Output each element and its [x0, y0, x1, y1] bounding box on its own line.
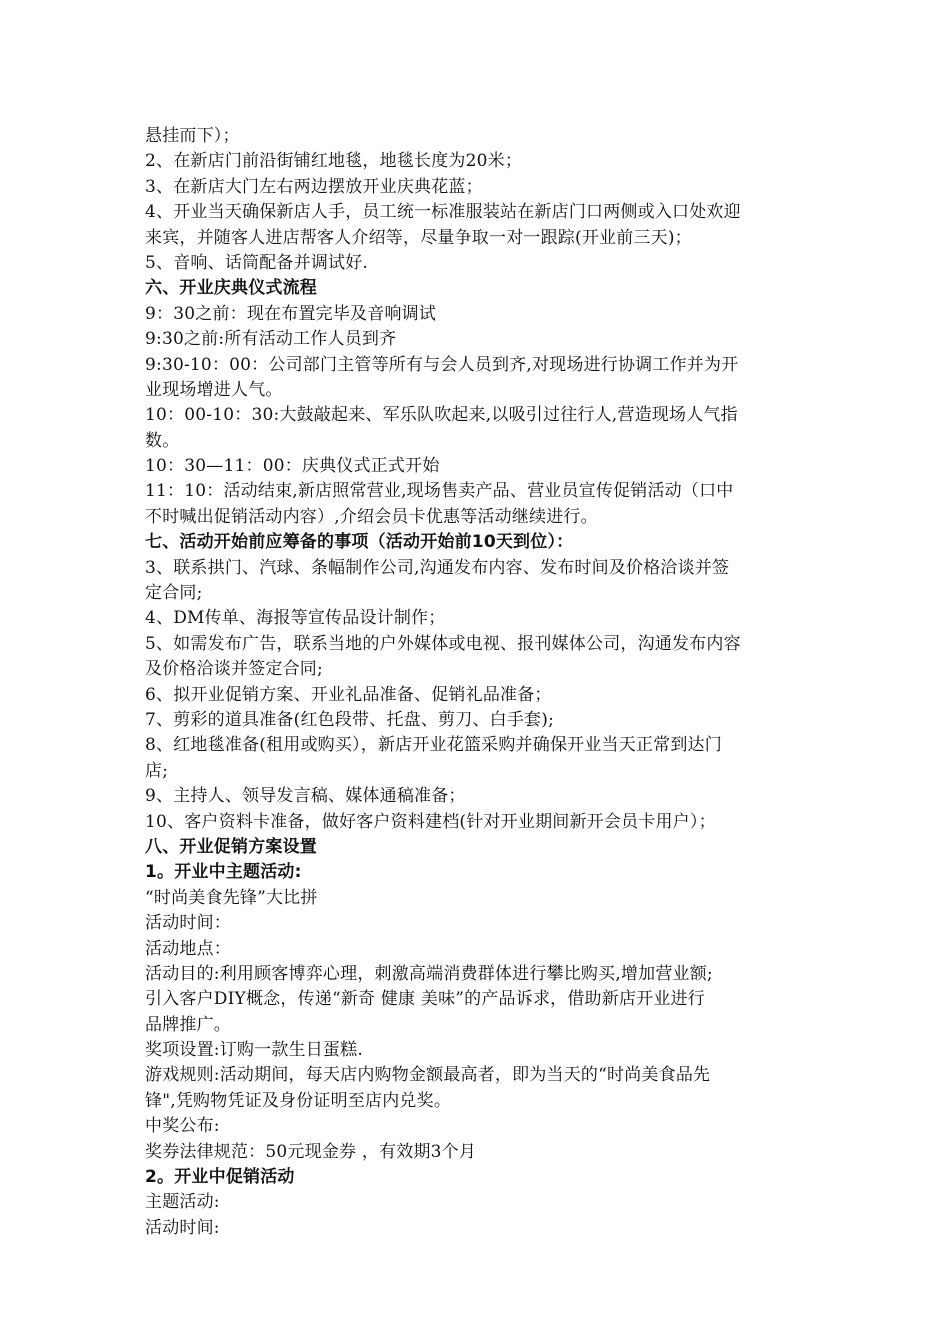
- text-line: 4、开业当天确保新店人手，员工统一标准服装站在新店门口两侧或入口处欢迎: [145, 202, 741, 223]
- text-line: 3、联系拱门、汽球、条幅制作公司,沟通发布内容、发布时间及价格洽谈并签: [145, 557, 730, 578]
- text-line: 活动地点：: [145, 938, 231, 959]
- text-line: 定合同;: [145, 583, 203, 604]
- text-line: 7、剪彩的道具准备(红色段带、托盘、剪刀、白手套);: [145, 709, 555, 730]
- section-heading: 2。开业中促销活动: [145, 1167, 295, 1188]
- text-line: 活动目的:利用顾客博弈心理，刺激高端消费群体进行攀比购买,增加营业额;: [145, 963, 713, 984]
- text-line: 奖项设置:订购一款生日蛋糕.: [145, 1040, 363, 1061]
- text-line: 锋",凭购物凭证及身份证明至店内兑奖。: [145, 1090, 452, 1111]
- section-heading: 八、开业促销方案设置: [145, 836, 317, 857]
- text-line: 店;: [145, 760, 169, 781]
- text-line: 2、在新店门前沿街铺红地毯，地毯长度为20米；: [145, 151, 523, 172]
- text-line: 及价格洽谈并签定合同;: [145, 659, 323, 680]
- section-heading: 1。开业中主题活动:: [145, 862, 302, 883]
- text-line: 奖券法律规范：50元现金券 ，有效期3个月: [145, 1141, 477, 1162]
- text-line: 9、主持人、领导发言稿、媒体通稿准备；: [145, 786, 466, 807]
- text-line: 中奖公布:: [145, 1116, 220, 1137]
- text-line: 数。: [145, 430, 180, 451]
- text-line: 品牌推广。: [145, 1014, 231, 1035]
- section-heading: 六、开业庆典仪式流程: [145, 278, 317, 299]
- text-line: 10：30—11：00：庆典仪式正式开始: [145, 456, 440, 477]
- text-line: 6、拟开业促销方案、开业礼品准备、促销礼品准备；: [145, 684, 552, 705]
- text-line: 5、音响、话筒配备并调试好.: [145, 252, 369, 273]
- text-line: 5、如需发布广告，联系当地的户外媒体或电视、报刊媒体公司，沟通发布内容: [145, 633, 741, 654]
- text-line: 8、红地毯准备(租用或购买），新店开业花篮采购并确保开业当天正常到达门: [145, 735, 722, 756]
- text-line: 来宾，并随客人进店帮客人介绍等，尽量争取一对一跟踪(开业前三天)；: [145, 227, 692, 248]
- text-line: 9:30之前:所有活动工作人员到齐: [145, 329, 397, 350]
- text-line: 活动时间：: [145, 913, 231, 934]
- text-line: 悬挂而下）；: [145, 126, 240, 146]
- section-heading: 七、活动开始前应筹备的事项（活动开始前10天到位）：: [145, 532, 574, 553]
- text-line: 不时喊出促销活动内容）,介绍会员卡优惠等活动继续进行。: [145, 506, 598, 527]
- text-line: 9:30-10：00：公司部门主管等所有与会人员到齐,对现场进行协调工作并为开: [145, 354, 739, 375]
- text-line: 活动时间:: [145, 1217, 220, 1238]
- text-line: 业现场增进人气。: [145, 379, 283, 400]
- text-line: 9：30之前：现在布置完毕及音响调试: [145, 303, 437, 324]
- text-line: 4、DM传单、海报等宣传品设计制作；: [145, 608, 446, 629]
- text-line: 3、在新店大门左右两边摆放开业庆典花蓝；: [145, 176, 483, 197]
- text-line: 引入客户DIY概念，传递“新奇 健康 美味”的产品诉求，借助新店开业进行: [145, 989, 705, 1010]
- text-line: 10、客户资料卡准备，做好客户资料建档(针对开业期间新开会员卡用户）；: [145, 811, 716, 832]
- text-line: “时尚美食先锋”大比拼: [145, 887, 318, 908]
- text-line: 主题活动:: [145, 1192, 220, 1213]
- text-line: 11：10：活动结束,新店照常营业,现场售卖产品、营业员宣传促销活动（口中: [145, 481, 734, 502]
- document-body: [145, 124, 815, 1241]
- text-line: 游戏规则:活动期间，每天店内购物金额最高者，即为当天的“时尚美食品先: [145, 1065, 711, 1086]
- text-line: 10：00-10：30:大鼓敲起来、军乐队吹起来,以吸引过往行人,营造现场人气指: [145, 405, 738, 426]
